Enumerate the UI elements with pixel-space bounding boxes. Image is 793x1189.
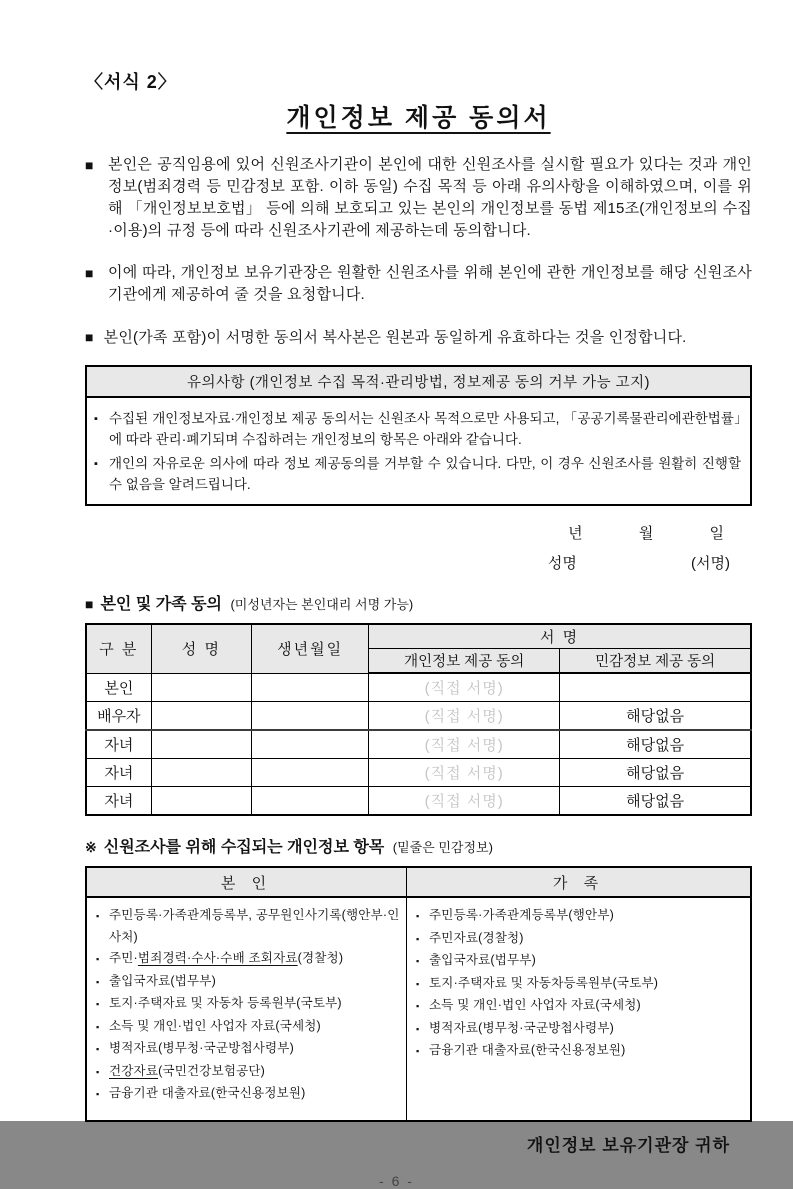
- heading-note: (미성년자는 본인대리 서명 가능): [230, 597, 414, 612]
- item-text-sensitive: 범죄경력·수사·수배 조회자료: [137, 951, 298, 965]
- item-text: 주민·: [109, 951, 138, 965]
- item-text: 병적자료(병무청·국군방첩사령부): [109, 1041, 294, 1055]
- recipient-line: 개인정보 보유기관장 귀하: [526, 1135, 730, 1155]
- table-row-self: [86, 673, 751, 702]
- col-header-category: 구 분: [86, 624, 151, 673]
- self-item-list: [96, 905, 400, 1106]
- list-item: [416, 950, 744, 973]
- consent-paragraph-2: [85, 262, 752, 306]
- square-bullet-icon: ■: [85, 157, 94, 173]
- item-text: 소득 및 개인·법인 사업자 자료(국세청): [429, 998, 641, 1012]
- items-section-heading: [85, 834, 752, 857]
- list-item: [416, 1018, 744, 1041]
- notice-header: 유의사항 (개인정보 수집 목적·관리방법, 정보제공 동의 거부 가능 고지): [87, 367, 750, 398]
- personal-sign-field[interactable]: (직접 서명): [369, 759, 560, 787]
- personal-sign-field[interactable]: (직접 서명): [369, 787, 560, 816]
- small-square-bullet-icon: ▪: [96, 1089, 100, 1099]
- list-item: [416, 905, 744, 928]
- item-text: (경찰청): [297, 951, 344, 965]
- item-text: 소득 및 개인·법인 사업자 자료(국세청): [109, 1018, 321, 1033]
- notice-text: 수집된 개인정보자료·개인정보 제공 동의서는 신원조사 목적으로만 사용되고, 「공공기록물관리에관한법률」에 따라 관리·폐기되며 수집하려는 개인정보의 항목은 아래와 같습니다.: [109, 411, 741, 447]
- col-header-family: 가 족: [407, 867, 751, 897]
- heading-note: (밑줄은 민감정보): [392, 840, 493, 855]
- paragraph-text: 이에 따라, 개인정보 보유기관장은 원활한 신원조사를 위해 본인에 관한 개인정보를 해당 신원조사기관에게 제공하여 줄 것을 요청합니다.: [108, 264, 752, 303]
- notice-body: [87, 398, 750, 504]
- name-label: 성명: [547, 555, 577, 572]
- month-label: 월: [638, 525, 654, 542]
- heading-text: 신원조사를 위해 수집되는 개인정보 항목: [103, 839, 385, 856]
- small-square-bullet-icon: ▪: [94, 413, 98, 425]
- consent-paragraph-1: [85, 154, 752, 242]
- heading-text: 본인 및 가족 동의: [100, 596, 222, 613]
- notice-bullet-1: [94, 408, 741, 450]
- sensitive-sign-cell: 해당없음: [560, 702, 751, 731]
- list-item: [96, 1061, 400, 1084]
- category-cell: 자녀: [86, 759, 151, 787]
- small-square-bullet-icon: ▪: [416, 1001, 420, 1011]
- table-row-child-3: [86, 787, 751, 816]
- category-cell: 자녀: [86, 787, 151, 816]
- notice-box: [85, 365, 752, 506]
- family-consent-table: [85, 623, 752, 816]
- col-header-sensitive-consent: 민감정보 제공 동의: [560, 649, 751, 674]
- form-number-label: 〈서식 2〉: [85, 72, 177, 92]
- small-square-bullet-icon: ▪: [416, 911, 420, 921]
- notice-text: 개인의 자유로운 의사에 따라 정보 제공동의를 거부할 수 있습니다. 다만, 이 경우 신원조사를 원활히 진행할 수 없음을 알려드립니다.: [109, 456, 741, 492]
- reference-mark-icon: ※: [85, 839, 97, 855]
- list-item: [96, 1016, 400, 1039]
- sign-label: (서명): [691, 555, 730, 572]
- small-square-bullet-icon: ▪: [96, 999, 100, 1009]
- small-square-bullet-icon: ▪: [416, 1046, 420, 1056]
- small-square-bullet-icon: ▪: [96, 954, 100, 964]
- birth-field[interactable]: [252, 702, 369, 731]
- list-item: [96, 1083, 400, 1106]
- small-square-bullet-icon: ▪: [416, 1023, 420, 1034]
- item-text: 금융기관 대출자료(한국신용정보원): [109, 1086, 306, 1100]
- year-label: 년: [568, 525, 583, 542]
- paragraph-text: 본인(가족 포함)이 서명한 동의서 복사본은 원본과 동일하게 유효하다는 것을 인정합니다.: [103, 329, 687, 346]
- small-square-bullet-icon: ▪: [416, 933, 420, 944]
- page-number: - 6 -: [379, 1172, 414, 1189]
- birth-field[interactable]: [252, 730, 369, 759]
- birth-field[interactable]: [252, 759, 369, 787]
- item-text: 주민등록·가족관계등록부, 공무원인사기록(행안부·인사처): [109, 908, 400, 944]
- item-text: (국민건강보험공단): [158, 1063, 266, 1078]
- family-item-list: [416, 905, 744, 1063]
- list-item: [416, 995, 744, 1018]
- list-item: [416, 1040, 744, 1063]
- personal-sign-field[interactable]: (직접 서명): [369, 730, 560, 759]
- birth-field[interactable]: [252, 673, 369, 702]
- small-square-bullet-icon: ▪: [96, 911, 100, 921]
- sensitive-sign-cell: 해당없음: [560, 759, 751, 787]
- item-text: 주민자료(경찰청): [429, 930, 524, 945]
- item-text: 주민등록·가족관계등록부(행안부): [429, 908, 614, 922]
- small-square-bullet-icon: ▪: [416, 956, 420, 966]
- col-header-self: 본 인: [86, 867, 407, 897]
- name-field[interactable]: [151, 759, 251, 787]
- item-text: 토지·주택자료 및 자동차등록원부(국토부): [429, 975, 659, 990]
- list-item: [96, 905, 400, 948]
- birth-field[interactable]: [252, 787, 369, 816]
- small-square-bullet-icon: ▪: [96, 1066, 100, 1077]
- signature-line: [85, 552, 752, 573]
- category-cell: 배우자: [86, 702, 151, 731]
- list-item: [96, 971, 400, 994]
- list-item: [416, 928, 744, 951]
- paragraph-text: 본인은 공직임용에 있어 신원조사기관이 본인에 대한 신원조사를 실시할 필요가 있다는 것과 개인정보(범죄경력 등 민감정보 포함. 이하 동일) 수집 목적 등 아래 유의사항을 이해하였으며, 이를 위해 「개인정보보호법」 등에 의해 보호되고 있는 본인의 개인정보를 동법 제15조(개인정보의 수집·이용)의 규정 등에 따라 신원조사기관에 제공하는데 동의합니다.: [108, 156, 752, 239]
- list-item: [96, 1038, 400, 1061]
- table-row-child-1: [86, 730, 751, 759]
- table-row-spouse: [86, 702, 751, 731]
- category-cell: 본인: [86, 673, 151, 702]
- category-cell: 자녀: [86, 730, 151, 759]
- sensitive-sign-cell: 해당없음: [560, 730, 751, 759]
- name-field[interactable]: [151, 673, 251, 702]
- table-row-child-2: [86, 759, 751, 787]
- item-text-sensitive: 건강자료: [109, 1063, 159, 1078]
- item-text: 금융기관 대출자료(한국신용정보원): [429, 1043, 626, 1057]
- small-square-bullet-icon: ▪: [416, 978, 420, 989]
- item-text: 병적자료(병무청·국군방첩사령부): [429, 1020, 614, 1035]
- list-item: [96, 993, 400, 1016]
- small-square-bullet-icon: ▪: [96, 1021, 100, 1032]
- item-text: 토지·주택자료 및 자동차 등록원부(국토부): [109, 996, 342, 1010]
- day-label: 일: [709, 525, 724, 542]
- sensitive-sign-cell: 해당없음: [560, 787, 751, 816]
- item-text: 출입국자료(법무부): [429, 953, 536, 967]
- small-square-bullet-icon: ▪: [96, 976, 100, 987]
- personal-sign-field[interactable]: (직접 서명): [369, 702, 560, 731]
- small-square-bullet-icon: ▪: [94, 458, 98, 470]
- square-bullet-icon: ■: [85, 265, 94, 281]
- consent-section-heading: [85, 591, 752, 614]
- document-title: 개인정보 제공 동의서: [286, 104, 551, 132]
- date-line: [85, 522, 752, 543]
- name-field[interactable]: [151, 787, 251, 816]
- item-text: 출입국자료(법무부): [109, 973, 216, 988]
- name-field[interactable]: [151, 730, 251, 759]
- col-header-name: 성 명: [151, 624, 251, 673]
- col-header-birth: 생년월일: [252, 624, 369, 673]
- personal-sign-field[interactable]: (직접 서명): [369, 673, 560, 702]
- col-header-signature: 서 명: [369, 624, 751, 649]
- notice-bullet-2: [94, 453, 741, 495]
- sensitive-sign-field[interactable]: [560, 673, 751, 702]
- consent-paragraph-3: [85, 326, 752, 349]
- list-item: [96, 948, 400, 971]
- name-field[interactable]: [151, 702, 251, 731]
- small-square-bullet-icon: ▪: [96, 1044, 100, 1054]
- list-item: [416, 973, 744, 996]
- collected-items-table: [85, 866, 752, 1122]
- family-items-cell: [407, 897, 751, 1121]
- col-header-personal-consent: 개인정보 제공 동의: [369, 649, 560, 674]
- square-bullet-icon: ■: [85, 329, 94, 345]
- self-items-cell: [86, 897, 407, 1121]
- square-bullet-icon: ■: [85, 596, 94, 612]
